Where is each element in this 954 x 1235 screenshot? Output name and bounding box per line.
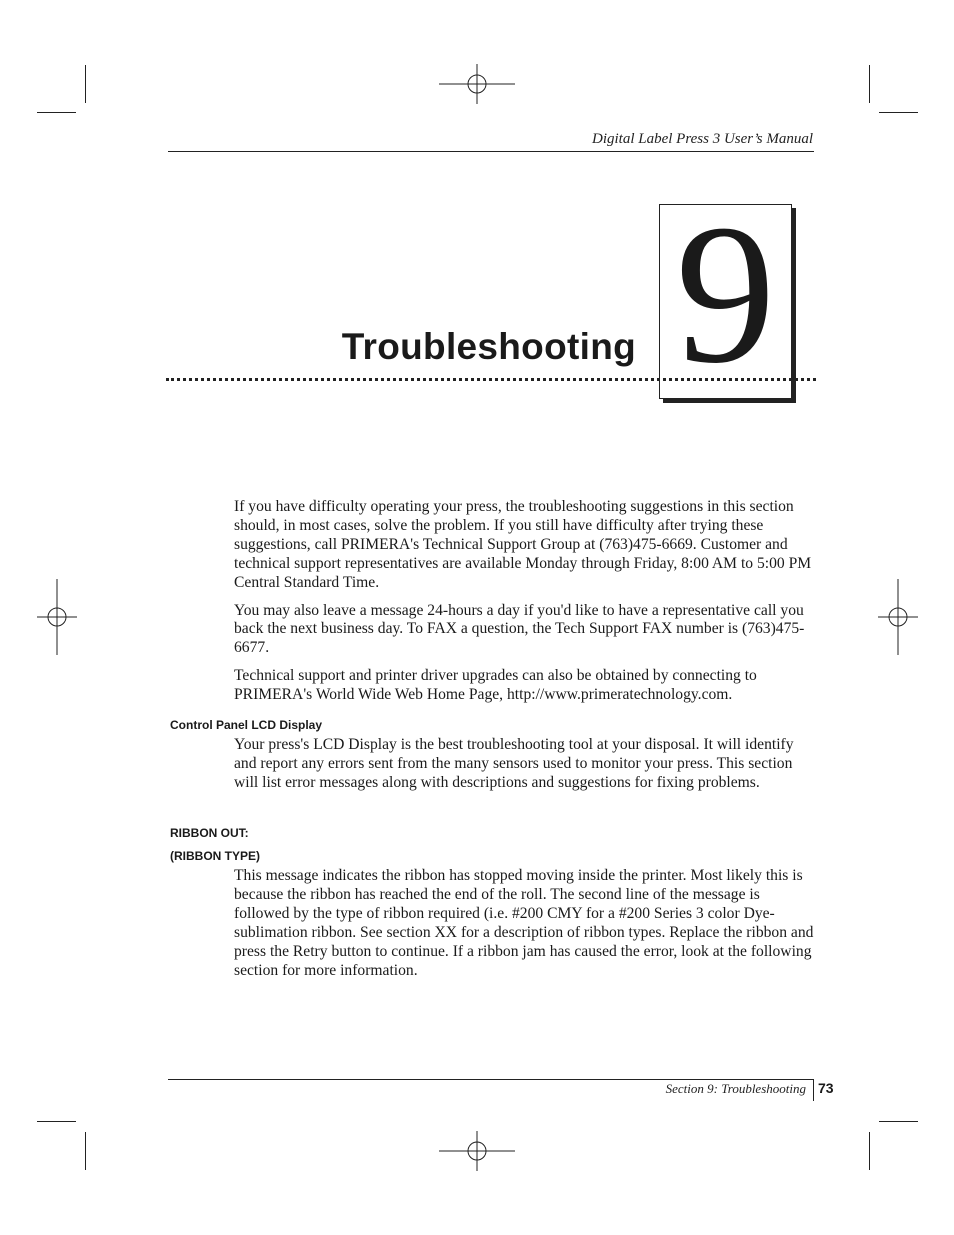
footer-rule [168, 1079, 814, 1080]
chapter-number: 9 [675, 184, 776, 405]
registration-mark-bottom-icon [439, 1131, 515, 1171]
ribbon-section-paragraph: This message indicates the ribbon has stopped moving inside the printer. Most likely this is because the ribbon has reached the end of the roll. The second line of the message is followed by the type of ribbon required (i.e. #200 CMY for a #200 Series 3 color Dye-sublimation ribbon. See section XX for a description of ribbon types. Replace the ribbon and press the Retry button to continue. If a ribbon jam has caused the error, look at the following section for more information. [234, 867, 814, 979]
crop-mark-bottom-left-v [85, 1132, 86, 1170]
chapter-title: Troubleshooting [341, 326, 636, 367]
ribbon-out-heading: RIBBON OUT: [170, 826, 249, 840]
ribbon-type-heading: (RIBBON TYPE) [170, 849, 260, 863]
crop-mark-bottom-right-v [869, 1132, 870, 1170]
lcd-section-body [234, 736, 814, 793]
lcd-section-paragraph: Your press's LCD Display is the best troubleshooting tool at your disposal. It will identify and report any errors sent from the many sensors used to monitor your press. This section will list error messages along with descriptions and suggestions for fixing problems. [234, 736, 794, 791]
registration-mark-left-icon [37, 579, 77, 655]
intro-paragraph-3: Technical support and printer driver upgrades can also be obtained by connecting to PRIMERA's World Wide Web Home Page, http://www.primeratechnology.com. [234, 667, 757, 704]
intro-section [234, 498, 814, 705]
page-number: 73 [818, 1080, 834, 1096]
crop-mark-top-left-v [85, 65, 86, 103]
header-rule [168, 151, 814, 152]
crop-mark-bottom-right-h [879, 1121, 918, 1122]
intro-paragraph-1: If you have difficulty operating your press, the troubleshooting suggestions in this section should, in most cases, solve the problem. If you still have difficulty after trying these suggestions, call PRIMERA's Technical Support Group at (763)475-6669. Customer and technical support representatives are available Monday through Friday, 8:00 AM to 5:00 PM Central Standard Time. [234, 498, 812, 591]
lcd-section-heading: Control Panel LCD Display [170, 718, 323, 732]
footer-separator [813, 1079, 814, 1101]
crop-mark-top-right-v [869, 65, 870, 103]
crop-mark-bottom-left-h [37, 1121, 76, 1122]
chapter-dotted-rule [166, 378, 816, 381]
running-header: Digital Label Press 3 User’s Manual [592, 131, 813, 147]
intro-paragraph-2: You may also leave a message 24-hours a day if you'd like to have a representative call you back the next business day. To FAX a question, the Tech Support FAX number is (763)475-6677. [234, 601, 805, 657]
crop-mark-top-left-h [37, 112, 76, 113]
registration-mark-right-icon [878, 579, 918, 655]
footer-section-label: Section 9: Troubleshooting [665, 1081, 806, 1096]
ribbon-section-body [234, 867, 814, 980]
chapter-number-box [659, 184, 792, 405]
crop-mark-top-right-h [879, 112, 918, 113]
registration-mark-top-icon [439, 64, 515, 104]
